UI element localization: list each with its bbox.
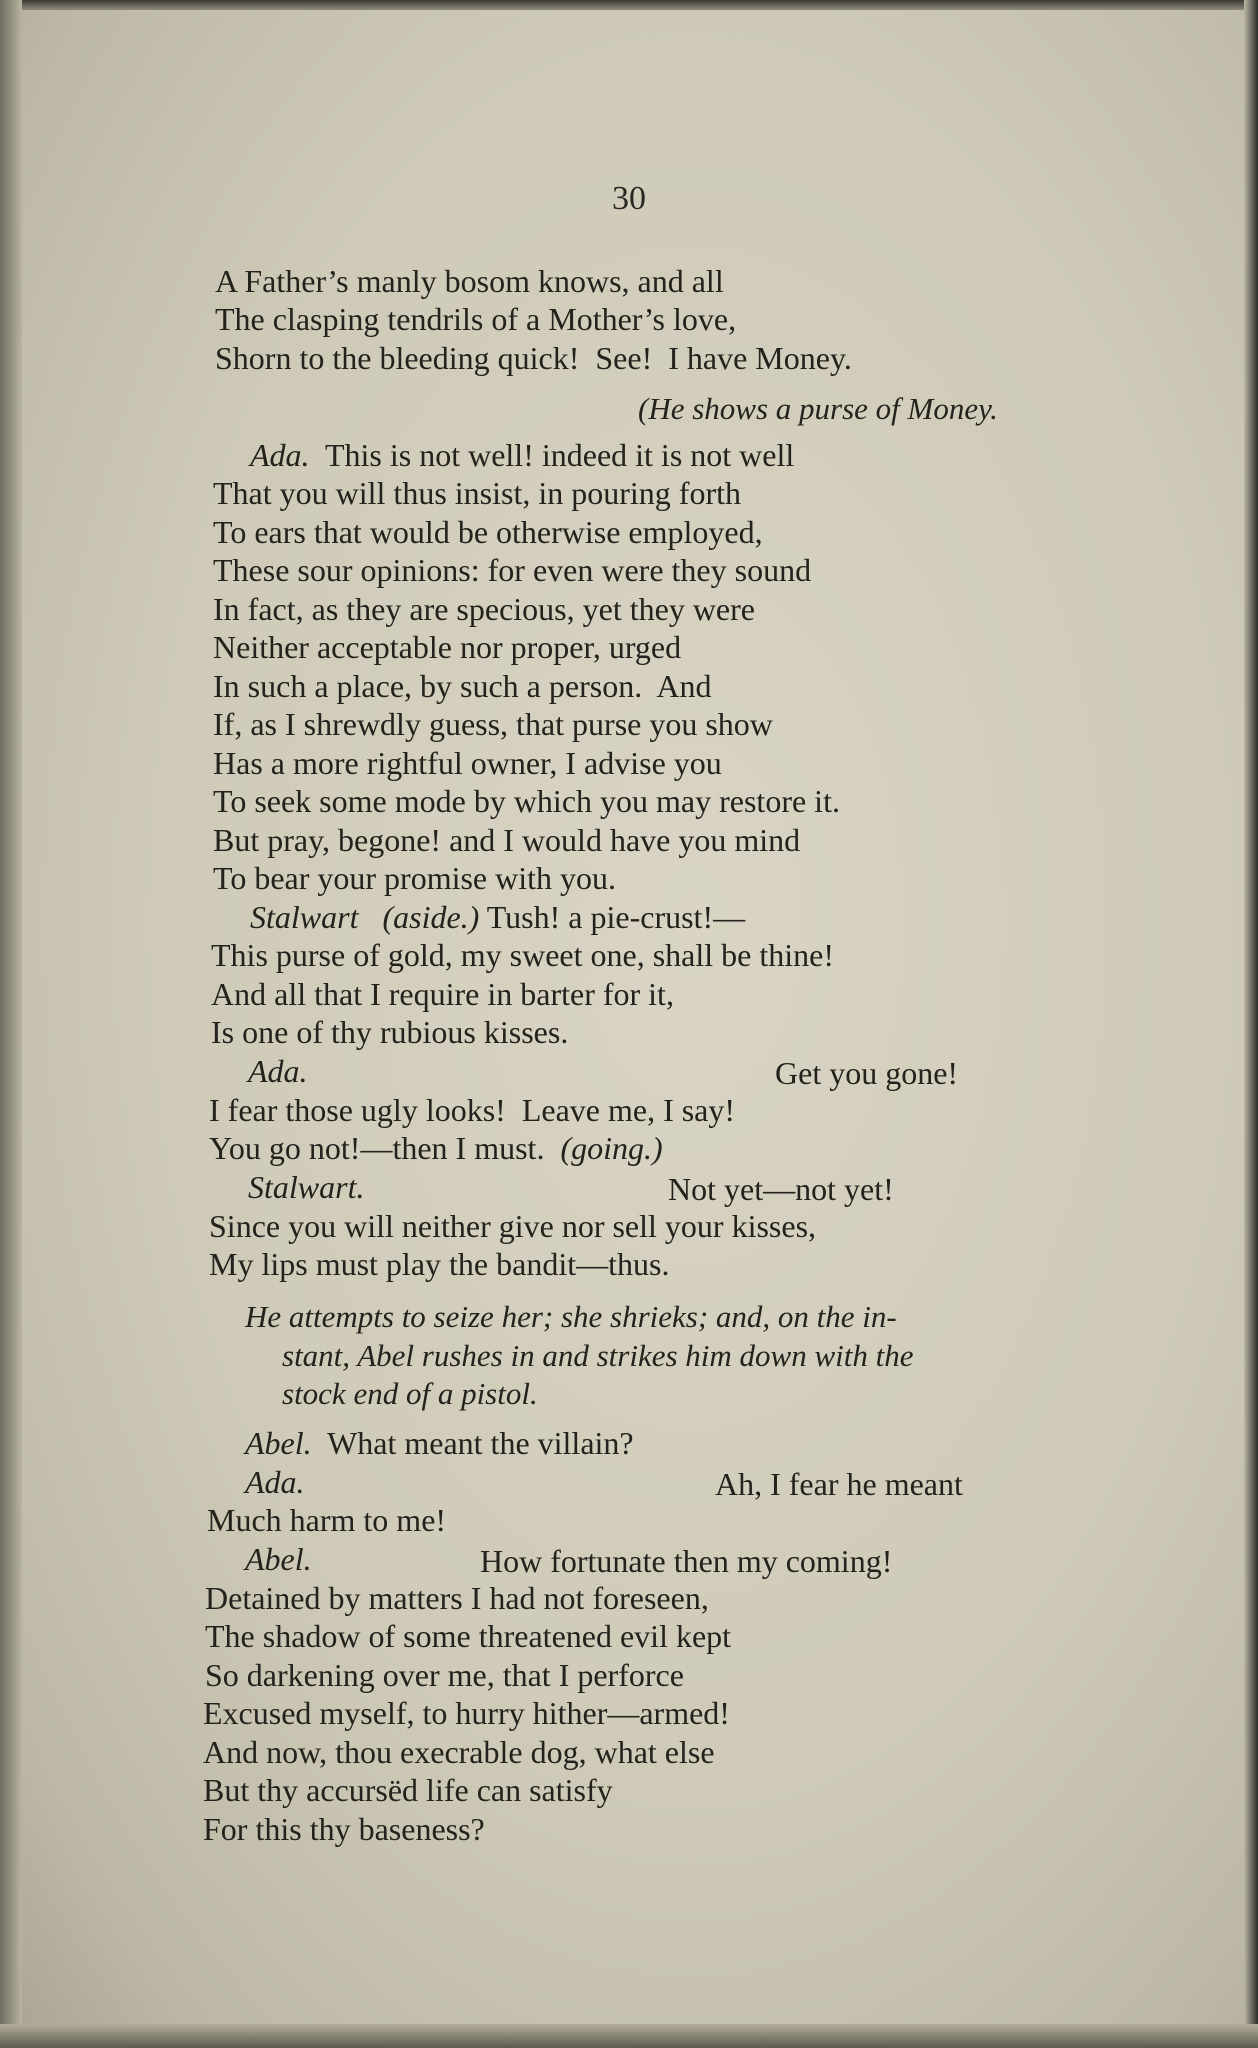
verse-line: This purse of gold, my sweet one, shall be thine! [211, 937, 834, 973]
verse-line: Much harm to me! [207, 1502, 447, 1538]
verse-line: To seek some mode by which you may restore it. [213, 783, 840, 819]
speech-text: You go not!—then I must. [209, 1130, 545, 1166]
verse-line: For this thy baseness? [203, 1811, 485, 1847]
verse-line: So darkening over me, that I perforce [205, 1657, 684, 1693]
verse-line: Excused myself, to hurry hither—armed! [203, 1695, 730, 1731]
verse-line: To ears that would be otherwise employed, [213, 514, 763, 550]
speech-line [209, 1129, 663, 1167]
speech-line [245, 1424, 634, 1462]
page-right-edge [1244, 0, 1258, 2048]
verse-line: That you will thus insist, in pouring forth [213, 475, 741, 511]
verse-line: Neither acceptable nor proper, urged [213, 629, 682, 665]
verse-line: Since you will neither give nor sell your kisses, [209, 1208, 817, 1244]
verse-line: And now, thou execrable dog, what else [203, 1734, 715, 1770]
aside-direction: (aside.) [382, 899, 480, 935]
verse-line: The clasping tendrils of a Mother’s love, [215, 301, 737, 337]
speech-text: How fortunate then my coming! [480, 1543, 893, 1579]
page-number: 30 [612, 180, 646, 217]
stage-direction: He attempts to seize her; she shrieks; and, on the in- [245, 1299, 897, 1334]
speech-line [250, 436, 794, 474]
speech-text: Not yet—not yet! [668, 1171, 894, 1207]
speech-text: This is not well! indeed it is not well [324, 437, 795, 473]
verse-line: And all that I require in barter for it, [211, 976, 674, 1012]
verse-line: Has a more rightful owner, I advise you [213, 745, 722, 781]
stage-direction: (He shows a purse of Money. [638, 391, 998, 426]
verse-line: In fact, as they are specious, yet they were [213, 591, 755, 627]
verse-line: To bear your promise with you. [213, 860, 617, 896]
verse-line: My lips must play the bandit—thus. [209, 1246, 670, 1282]
verse-line: These sour opinions: for even were they sound [213, 552, 812, 588]
verse-line: If, as I shrewdly guess, that purse you show [213, 706, 773, 742]
stage-direction: stant, Abel rushes in and strikes him down with the [282, 1338, 914, 1373]
verse-line: A Father’s manly bosom knows, and all [215, 263, 724, 299]
speaker-name: Abel. [245, 1541, 312, 1577]
speaker-name: Stalwart. [248, 1169, 365, 1205]
page-bottom-edge [0, 2024, 1258, 2048]
speaker-name: Ada. [250, 437, 310, 473]
speech-line [250, 898, 745, 936]
verse-line: I fear those ugly looks! Leave me, I say! [209, 1092, 736, 1128]
speaker-name: Ada. [248, 1053, 308, 1089]
speech-text: Ah, I fear he meant [715, 1466, 963, 1502]
verse-line: But pray, begone! and I would have you mind [213, 822, 801, 858]
verse-line: The shadow of some threatened evil kept [205, 1618, 732, 1654]
verse-line: But thy accursëd life can satisfy [203, 1772, 613, 1808]
verse-line: Is one of thy rubious kisses. [211, 1014, 569, 1050]
stage-direction: (going.) [560, 1130, 663, 1166]
verse-line: In such a place, by such a person. And [213, 668, 712, 704]
speech-text: Tush! a pie-crust!— [486, 899, 746, 935]
speaker-name: Ada. [245, 1464, 305, 1500]
speaker-name: Stalwart [250, 899, 359, 935]
speech-text: Get you gone! [775, 1055, 959, 1091]
page-top-edge [0, 0, 1258, 10]
verse-line: Shorn to the bleeding quick! See! I have Money. [215, 340, 852, 376]
verse-line: Detained by matters I had not foreseen, [205, 1580, 709, 1616]
speaker-name: Abel. [245, 1425, 312, 1461]
speech-text: What meant the villain? [327, 1425, 634, 1461]
stage-direction: stock end of a pistol. [282, 1376, 538, 1411]
page-left-edge [0, 0, 22, 2048]
